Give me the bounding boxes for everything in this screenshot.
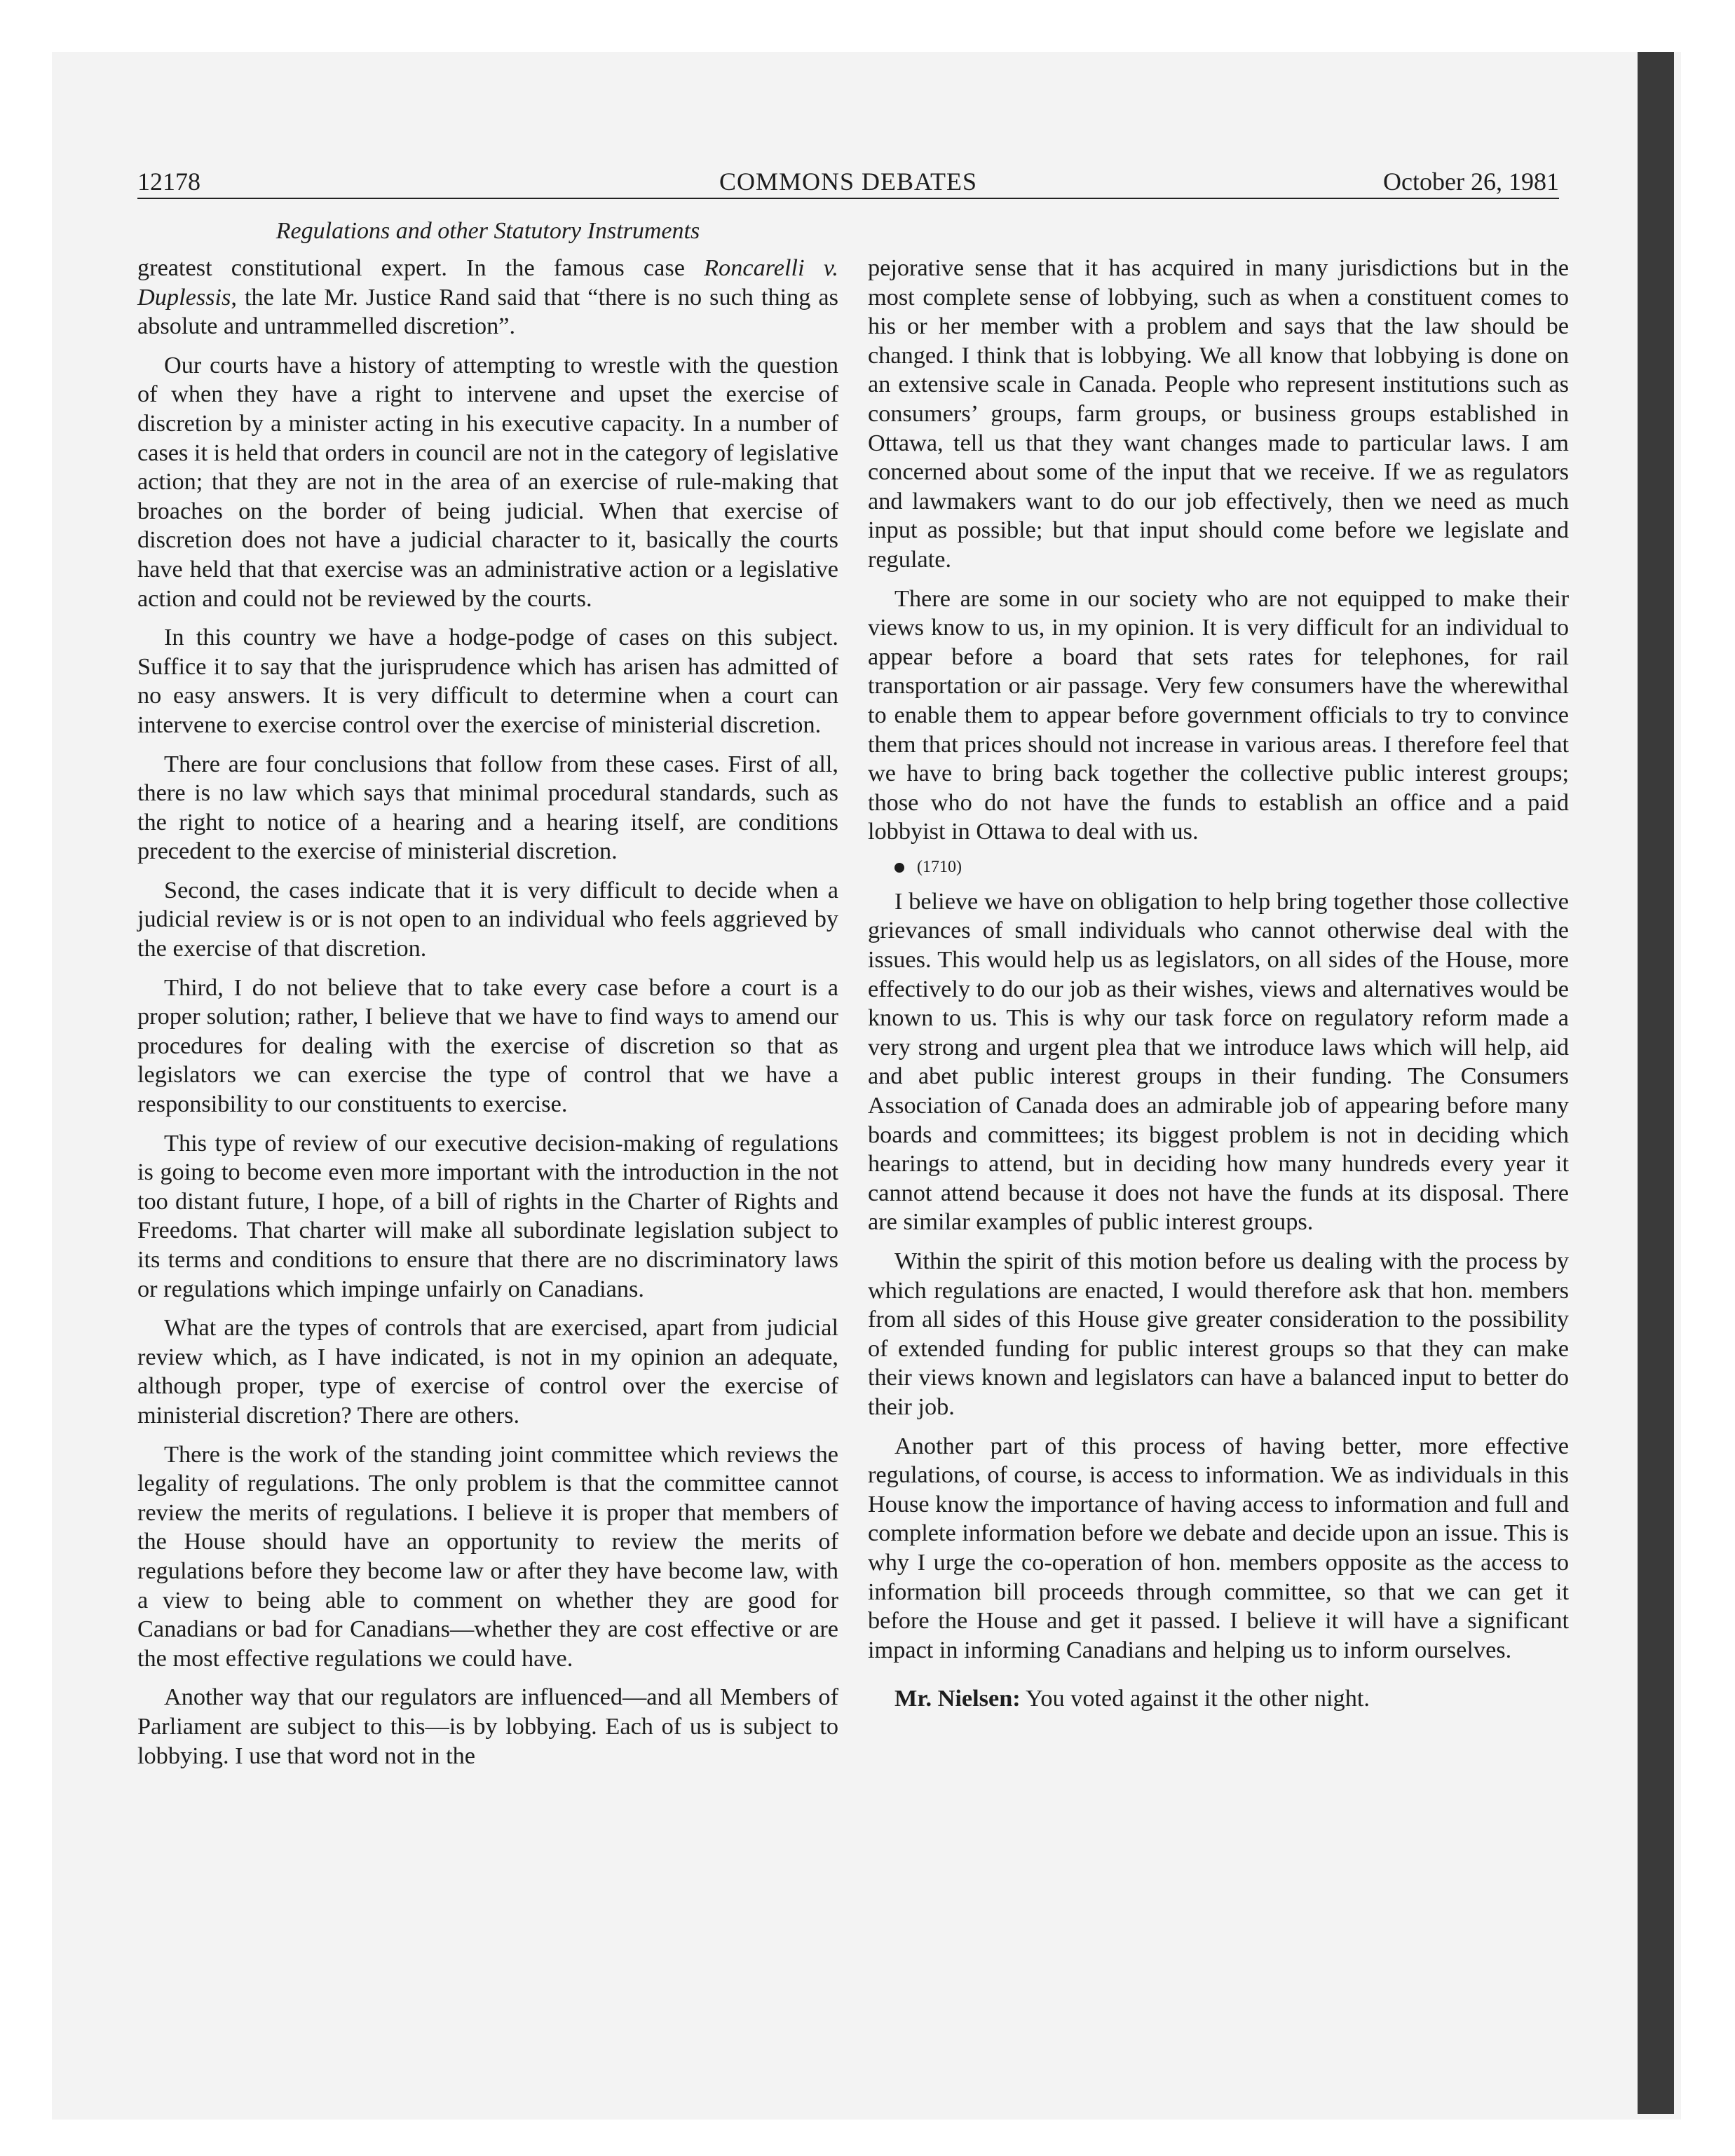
paragraph: pejorative sense that it has acquired in many jurisdictions but in the most complete sense of lobbying, such as when a constituent comes to his or her member with a problem and says that the law should be changed. I think that is lobbying. We all know that lobbying is done on an extensive scale in Canada. People who represent institutions such as consumers’ groups, farm groups, or business groups established in Ottawa, tell us that they want changes made to particular laws. I am concerned about some of the input that we receive. If we as regulators and lawmakers want to do our job effectively, then we need as much input as possible; but that input should come before we legislate and regulate. bbox=[868, 254, 1569, 573]
right-column bbox=[868, 254, 1569, 1724]
paragraph: Another part of this process of having better, more effective regulations, of course, is access to information. We as individuals in this House know the importance of having access to information and full and complete information before we debate and decide upon an issue. This is why I urge the co-operation of hon. members opposite as the access to information bill proceeds through committee, so that we can get it before the House and get it passed. I believe it will have a significant impact in informing Canadians and helping us to inform ourselves. bbox=[868, 1432, 1569, 1663]
paragraph: greatest constitutional expert. In the famous case Roncarelli v. Duplessis, the late Mr. Justice Rand said that “there is no such thing as absolute and untrammelled discretion”. bbox=[137, 254, 838, 340]
paragraph: There are some in our society who are not equipped to make their views know to us, in my opinion. It is very difficult for an individual to appear before a board that sets rates for telephones, for rail transportation or air passage. Very few consumers have the wherewithal to enable them to appear before government officials to try to convince them that prices should not increase in various areas. I therefore feel that we have to bring back together the collective public interest groups; those who do not have the funds to establish an office and a paid lobbyist in Ottawa to deal with us. bbox=[868, 585, 1569, 845]
paragraph: I believe we have on obligation to help bring together those collective grievances of small individuals who cannot otherwise deal with the issues. This would help us as legislators, on all sides of the House, more effectively to do our job as their wishes, views and alternatives would be known to us. This is why our task force on regulatory reform made a very strong and urgent plea that we introduce laws which will help, aid and abet public interest groups in their funding. The Consumers Association of Canada does an admirable job of appearing before many boards and committees; its biggest problem is not in deciding which hearings to attend, but in deciding how many hundreds every year it cannot attend because it does not have the funds at its disposal. There are similar examples of public interest groups. bbox=[868, 887, 1569, 1236]
paragraph: This type of review of our executive decision-making of regulations is going to become even more important with the introduction in the not too distant future, I hope, of a bill of rights in the Charter of Rights and Freedoms. That charter will make all subordinate legislation subject to its terms and conditions to ensure that there are no discriminatory laws or regulations which impinge unfairly on Canadians. bbox=[137, 1129, 838, 1302]
paragraph: There are four conclusions that follow from these cases. First of all, there is no law which says that minimal procedural standards, such as the right to notice of a hearing and a hearing itself, are conditions precedent to the exercise of ministerial discretion. bbox=[137, 750, 838, 865]
paragraph: Within the spirit of this motion before us dealing with the process by which regulations are enacted, I would therefore ask that hon. members from all sides of this House give greater consideration to the possibility of extended funding for public interest groups so that they can make their views known and legislators can have a balanced input to better do their job. bbox=[868, 1248, 1569, 1420]
interjection: Mr. Nielsen: You voted against it the other night. bbox=[894, 1685, 1370, 1712]
publication-title: COMMONS DEBATES bbox=[719, 168, 978, 196]
speaker-name: Mr. Nielsen: bbox=[894, 1685, 1021, 1712]
paragraph: What are the types of controls that are exercised, apart from judicial review which, as I have indicated, is not in my opinion an adequate, although proper, type of exercise of control over the exercise of ministerial discretion? There are others. bbox=[137, 1314, 838, 1428]
header-date: October 26, 1981 bbox=[1383, 168, 1559, 196]
section-title: Regulations and other Statutory Instruments bbox=[275, 218, 700, 244]
running-header bbox=[137, 165, 1559, 199]
paragraph: There is the work of the standing joint committee which reviews the legality of regulations. The only problem is that the committee cannot review the merits of regulations. I believe it is proper that members of the House should have an opportunity to review the merits of regulations before they become law or after they have become law, with a view to being able to comment on whether they are good for Canadians or bad for Canadians—whether they are cost effective or are the most effective regulations we could have. bbox=[137, 1440, 838, 1672]
paragraph: Third, I do not believe that to take every case before a court is a proper solution; rather, I believe that we have to find ways to amend our procedures for dealing with the exercise of discretion so that as legislators we can exercise the type of control that we have a responsibility to our constituents to exercise. bbox=[137, 974, 838, 1118]
page-number: 12178 bbox=[137, 168, 200, 196]
bullet-icon bbox=[894, 863, 904, 873]
left-column bbox=[137, 254, 838, 1780]
paragraph: In this country we have a hodge-podge of cases on this subject. Suffice it to say that the jurisprudence which has arisen has admitted of no easy answers. It is very difficult to determine when a court can intervene to exercise control over the exercise of ministerial discretion. bbox=[137, 624, 838, 738]
paragraph: Our courts have a history of attempting to wrestle with the question of when they have a right to intervene and upset the exercise of discretion by a minister acting in his executive capacity. In a number of cases it is held that orders in council are not in the category of legislative action; that they are not in the area of an exercise of rule-making that broaches on the border of being judicial. When that exercise of discretion does not have a judicial character to it, basically the courts have held that that exercise was an administrative action or a legislative action and could not be reviewed by the courts. bbox=[137, 351, 839, 612]
paragraph: Second, the cases indicate that it is very difficult to decide when a judicial review is or is not open to an individual who feels aggrieved by the exercise of that discretion. bbox=[137, 876, 838, 962]
paragraph: Another way that our regulators are influenced—and all Members of Parliament are subject to this—is by lobbying. Each of us is subject to lobbying. I use that word not in the bbox=[137, 1684, 838, 1769]
scan-edge-shadow bbox=[1638, 52, 1674, 2114]
case-citation: Roncarelli v. Duplessis bbox=[137, 254, 838, 311]
time-marker: (1710) bbox=[868, 857, 1569, 878]
